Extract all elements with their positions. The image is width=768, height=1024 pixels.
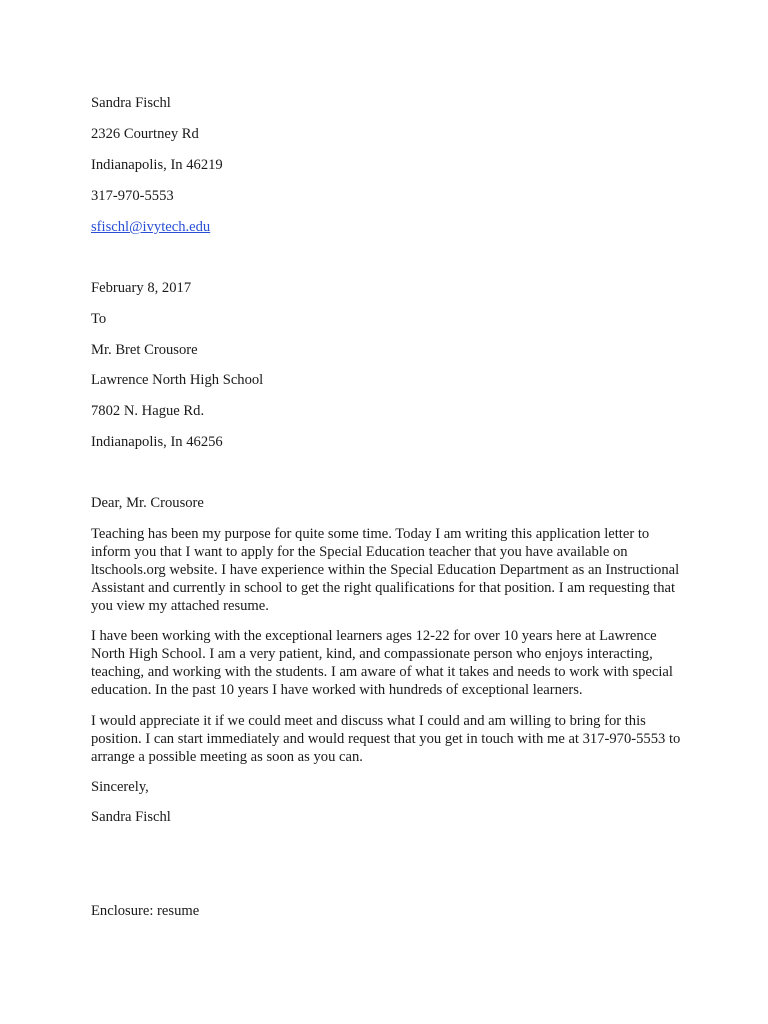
enclosure-note: Enclosure: resume (91, 903, 200, 919)
sender-email-link[interactable]: sfischl@ivytech.edu (91, 219, 211, 235)
recipient-name: Mr. Bret Crousore (91, 342, 198, 358)
closing: Sincerely, (91, 779, 149, 795)
letter-date: February 8, 2017 (91, 280, 192, 296)
recipient-city: Indianapolis, In 46256 (91, 434, 223, 450)
sender-street: 2326 Courtney Rd (91, 126, 199, 142)
body-paragraph-3: I would appreciate it if we could meet and discuss what I could and am willing to bring for this position. I can start immediately and would request that you get in touch with me at 317-970-5553 to arrange a possible meeting as soon as you can. (91, 713, 681, 765)
sender-name: Sandra Fischl (91, 95, 171, 111)
sender-city: Indianapolis, In 46219 (91, 157, 223, 173)
salutation: Dear, Mr. Crousore (91, 495, 204, 511)
body-paragraph-2: I have been working with the exceptional learners ages 12-22 for over 10 years here at Lawrence North High School. I am a very patient, kind, and compassionate person who enjoys interacting, teaching, and working with the students. I am aware of what it takes and needs to work with special education. In the past 10 years I have worked with hundreds of exceptional learners. (91, 628, 673, 698)
body-paragraph-1: Teaching has been my purpose for quite some time. Today I am writing this application letter to inform you that I want to apply for the Special Education teacher that you have available on ltschools.org website. I have experience within the Special Education Department as an Instructional Assistant and currently in school to get the right qualifications for that position. I am requesting that you view my attached resume. (91, 526, 680, 614)
recipient-school: Lawrence North High School (91, 372, 264, 388)
signature-name: Sandra Fischl (91, 809, 171, 825)
to-label: To (91, 311, 107, 327)
sender-phone: 317-970-5553 (91, 188, 174, 204)
recipient-street: 7802 N. Hague Rd. (91, 403, 205, 419)
